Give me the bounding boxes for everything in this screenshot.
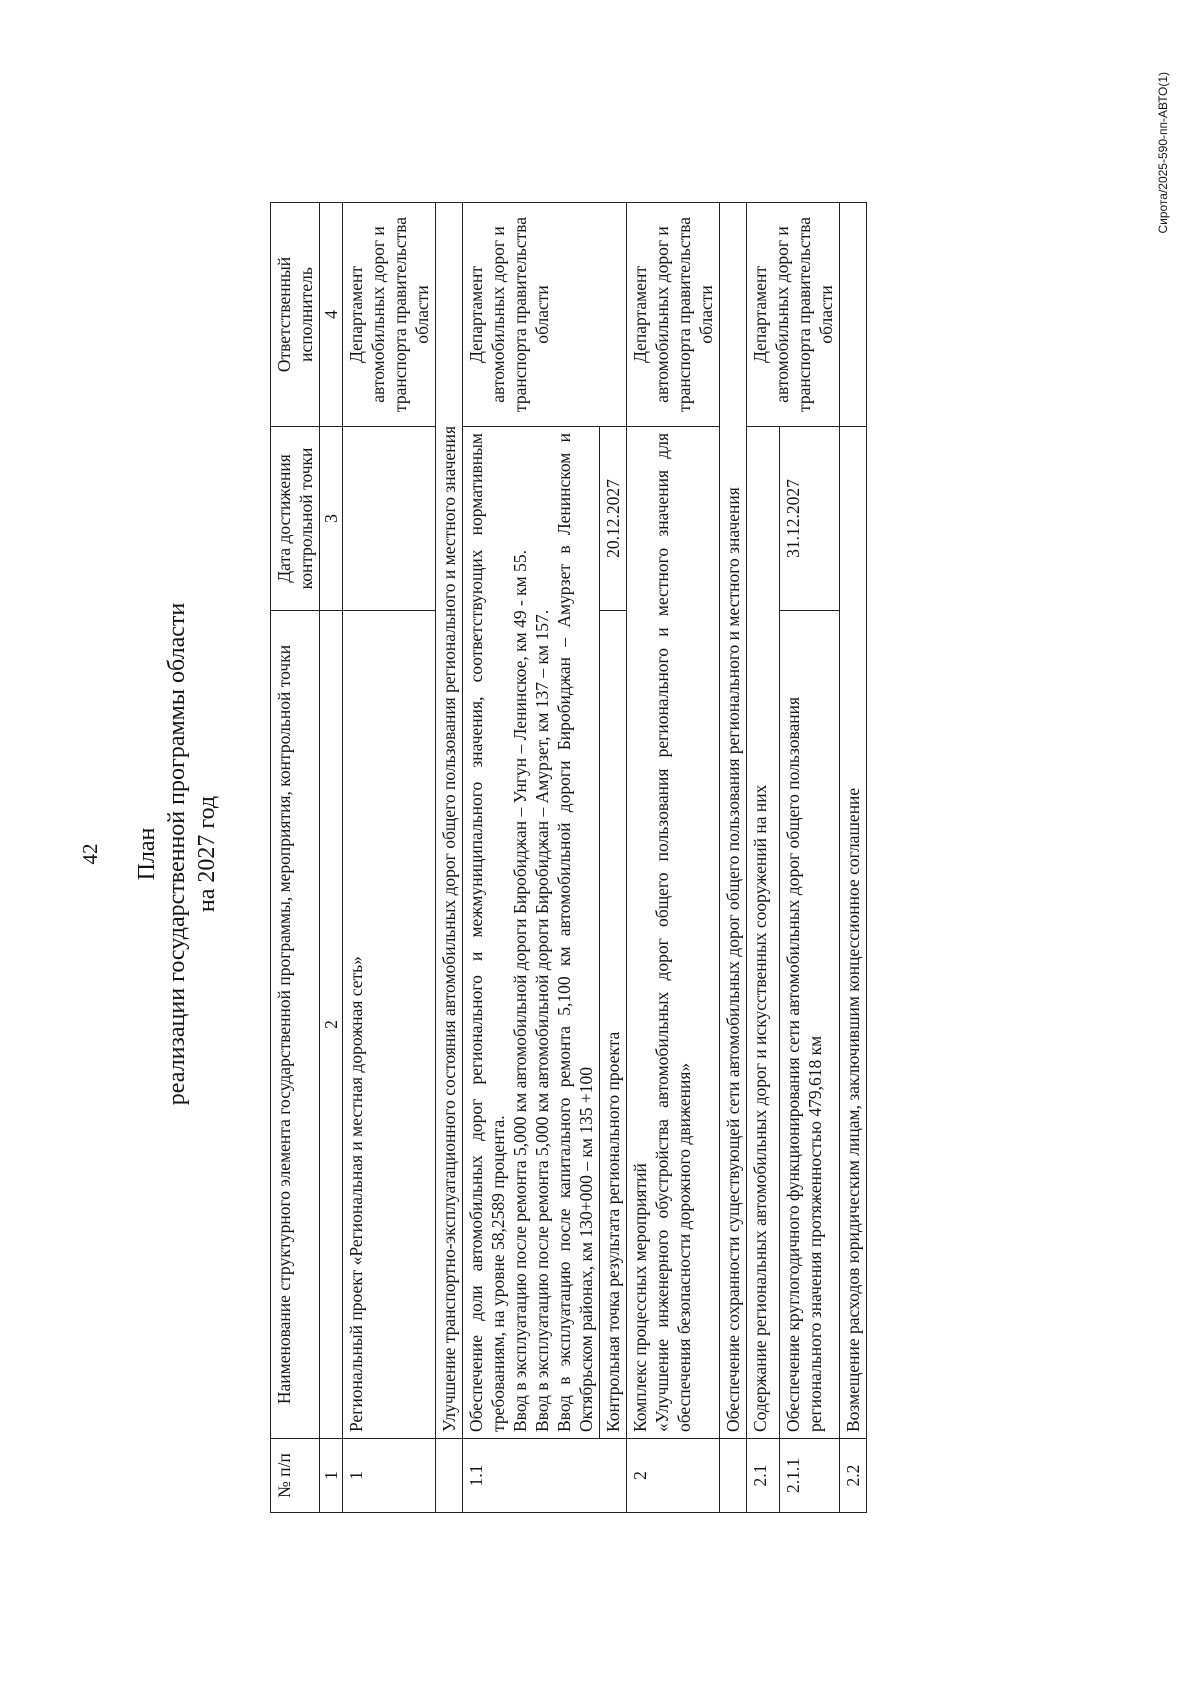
row-name [627, 427, 720, 1439]
column-number-row [320, 203, 343, 1513]
row-number: 1.1 [463, 1439, 627, 1513]
column-number: 4 [320, 203, 343, 427]
result-text: Ввод в эксплуатацию после капитального ремонта 5,100 км автомобильной дороги Биробиджан – Амурзет в Ленинском и Октябрьском районах, км 130+000 – км 135 +100 [554, 433, 596, 1432]
plan-table [270, 202, 867, 1513]
row-name [463, 427, 600, 1439]
column-number: 1 [320, 1439, 343, 1513]
table-row [343, 203, 436, 1513]
document-title [132, 0, 222, 1708]
row-name: Контрольная точка результата регионального проекта [600, 611, 627, 1439]
document-code: Сирота/2025-590-пп-АВТО(1) [1156, 72, 1170, 234]
row-number: 2.1 [747, 1439, 780, 1513]
complex-label: Комплекс процессных мероприятий [630, 1163, 650, 1432]
row-name: Региональный проект «Региональная и местная дорожная сеть» [343, 611, 436, 1439]
row-number [720, 1439, 747, 1513]
row-number: 2.1.1 [780, 1439, 840, 1513]
row-date: 20.12.2027 [600, 427, 627, 611]
row-name: Обеспечение круглогодичного функционирования сети автомобильных дорог общего пользования регионального значения протяженностью 479,618 км [780, 611, 840, 1439]
row-date [343, 427, 436, 611]
row-executor: Департамент автомобильных дорог и транспорта правительства области [463, 203, 627, 427]
row-executor: Департамент автомобильных дорог и транспорта правительства области [747, 203, 840, 427]
header-date: Дата достижения контрольной точки [271, 427, 320, 611]
column-number: 2 [320, 611, 343, 1439]
result-text: Ввод в эксплуатацию после ремонта 5,000 км автомобильной дороги Биробиджан – Амурзет, км 137 – км 157. [532, 609, 552, 1432]
section-row [436, 203, 463, 1513]
row-executor: Департамент автомобильных дорог и транспорта правительства области [627, 203, 720, 427]
header-executor: Ответственный исполнитель [271, 203, 320, 427]
result-text: Ввод в эксплуатацию после ремонта 5,000 км автомобильной дороги Биробиджан – Унгун – Ленинское, км 49 - км 55. [510, 550, 530, 1432]
table-row [463, 203, 600, 1513]
header-row [271, 203, 320, 1513]
section-row [720, 203, 747, 1513]
row-name: Возмещение расходов юридическим лицам, заключившим концессионное соглашение [840, 427, 867, 1439]
result-text: Обеспечение доли автомобильных дорог регионального и межмуниципального значения, соответствующих нормативным требованиям, на уровне 58,2589 процента. [466, 433, 508, 1432]
section-title: Обеспечение сохранности существующей сети автомобильных дорог общего пользования регионального и местного значения [720, 203, 747, 1439]
row-number: 1 [343, 1439, 436, 1513]
row-date: 31.12.2027 [780, 427, 840, 611]
row-executor: Департамент автомобильных дорог и транспорта правительства области [343, 203, 436, 427]
table-row [747, 203, 780, 1513]
row-executor [840, 203, 867, 427]
title-line-2: реализации государственной программы области [164, 602, 190, 1106]
table-row [840, 203, 867, 1513]
page-number: 42 [78, 843, 102, 865]
section-title: Улучшение транспортно-эксплуатационного состояния автомобильных дорог общего пользования регионального и местного значения [436, 203, 463, 1439]
table-row [627, 203, 720, 1513]
title-line-1: План [134, 827, 160, 881]
title-line-3: на 2027 год [194, 795, 220, 913]
header-name: Наименование структурного элемента государственной программы, мероприятия, контрольной точки [271, 611, 320, 1439]
row-number [436, 1439, 463, 1513]
complex-title: «Улучшение инженерного обустройства автомобильных дорог общего пользования регионального и местного значения для обеспечения безопасности дорожного движения» [652, 433, 694, 1432]
row-number: 2.2 [840, 1439, 867, 1513]
row-number: 2 [627, 1439, 720, 1513]
header-number: № п/п [271, 1439, 320, 1513]
column-number: 3 [320, 427, 343, 611]
row-name: Содержание региональных автомобильных дорог и искусственных сооружений на них [747, 427, 780, 1439]
